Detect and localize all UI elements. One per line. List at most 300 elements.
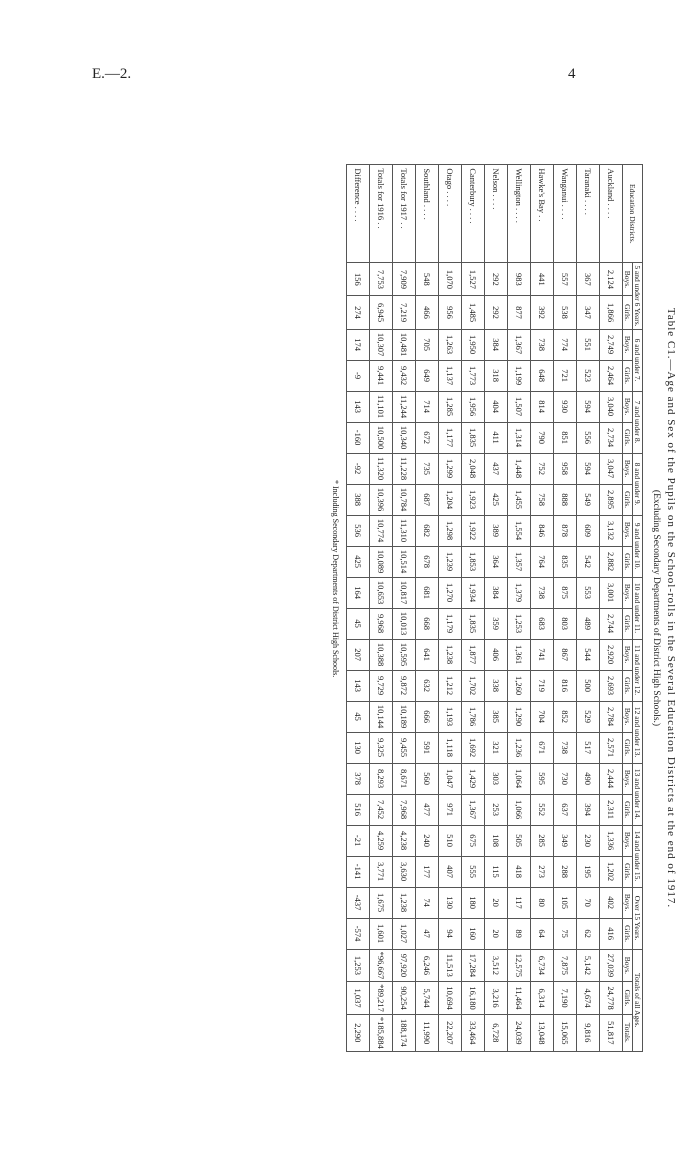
table-cell: 1,835 <box>462 608 485 639</box>
table-cell: 2,895 <box>600 484 623 515</box>
table-cell: 11,310 <box>393 515 416 546</box>
table-cell: 548 <box>416 263 439 296</box>
age-group-header: 10 and under 11. <box>633 577 643 639</box>
table-cell: 1,193 <box>439 701 462 732</box>
table-cell: 591 <box>416 732 439 763</box>
table-cell: 45 <box>347 608 370 639</box>
table-cell: 1,253 <box>508 608 531 639</box>
table-cell: 1,314 <box>508 422 531 453</box>
table-cell: 10,694 <box>439 982 462 1015</box>
district-name: Difference . . . . <box>347 165 370 263</box>
boys-column-header: Boys. <box>623 825 633 856</box>
table-cell: 3,132 <box>600 515 623 546</box>
table-cell: 971 <box>439 794 462 825</box>
table-cell: 557 <box>554 263 577 296</box>
table-cell: 130 <box>439 887 462 918</box>
girls-column-header: Girls. <box>623 546 633 577</box>
table-cell: 411 <box>485 422 508 453</box>
table-cell: 1,070 <box>439 263 462 296</box>
table-cell: 2,444 <box>600 763 623 794</box>
table-cell: 406 <box>485 639 508 670</box>
table-cell: 6,734 <box>531 949 554 982</box>
table-cell: 418 <box>508 856 531 887</box>
table-cell: 681 <box>416 577 439 608</box>
table-cell: 549 <box>577 484 600 515</box>
table-cell: 70 <box>577 887 600 918</box>
table-cell: 188,174 <box>393 1014 416 1051</box>
table-cell: 9,816 <box>577 1014 600 1051</box>
table-cell: 285 <box>531 825 554 856</box>
table-cell: 668 <box>416 608 439 639</box>
table-cell: 7,753 <box>370 263 393 296</box>
table-cell: 388 <box>347 484 370 515</box>
table-cell: 3,771 <box>370 856 393 887</box>
table-cell: 560 <box>416 763 439 794</box>
table-cell: 851 <box>554 422 577 453</box>
table-cell: 3,001 <box>600 577 623 608</box>
table-cell: 877 <box>508 296 531 329</box>
table-cell: 741 <box>531 639 554 670</box>
table-cell: 517 <box>577 732 600 763</box>
table-cell: 678 <box>416 546 439 577</box>
table-cell: 10,514 <box>393 546 416 577</box>
table-cell: 143 <box>347 391 370 422</box>
table-cell: 90,254 <box>393 982 416 1015</box>
boys-column-header: Boys. <box>623 329 633 360</box>
table-row <box>600 165 623 1051</box>
table-row <box>554 165 577 1051</box>
girls-column-header: Girls. <box>623 982 633 1015</box>
district-name: Wanganui . . . . <box>554 165 577 263</box>
district-name: Auckland . . . . <box>600 165 623 263</box>
table-cell: 15,065 <box>554 1014 577 1051</box>
table-cell: 177 <box>416 856 439 887</box>
girls-column-header: Girls. <box>623 794 633 825</box>
table-cell: 402 <box>600 887 623 918</box>
table-cell: 10,013 <box>393 608 416 639</box>
table-cell: 875 <box>554 577 577 608</box>
table-cell: 594 <box>577 453 600 484</box>
boys-column-header: Boys. <box>623 577 633 608</box>
table-cell: 1,037 <box>347 982 370 1015</box>
district-name: Nelson . . . . <box>485 165 508 263</box>
table-cell: 803 <box>554 608 577 639</box>
table-cell: 9,325 <box>370 732 393 763</box>
table-cell: 758 <box>531 484 554 515</box>
table-cell: 1,853 <box>462 546 485 577</box>
table-cell: 687 <box>416 484 439 515</box>
district-name: Hawke's Bay . . <box>531 165 554 263</box>
table-cell: 24,778 <box>600 982 623 1015</box>
table-cell: 13,048 <box>531 1014 554 1051</box>
table-cell: 637 <box>554 794 577 825</box>
table-body <box>347 165 623 1051</box>
table-cell: 7,875 <box>554 949 577 982</box>
table-cell: -141 <box>347 856 370 887</box>
table-cell: 9,455 <box>393 732 416 763</box>
table-cell: 10,144 <box>370 701 393 732</box>
table-cell: 544 <box>577 639 600 670</box>
table-cell: 958 <box>554 453 577 484</box>
table-cell: 2,311 <box>600 794 623 825</box>
table-cell: 389 <box>485 515 508 546</box>
table-cell: 404 <box>485 391 508 422</box>
table-cell: 7,190 <box>554 982 577 1015</box>
boys-column-header: Boys. <box>623 701 633 732</box>
table-cell: 1,367 <box>462 794 485 825</box>
table-cell: 2,734 <box>600 422 623 453</box>
table-cell: 105 <box>554 887 577 918</box>
table-cell: 12,575 <box>508 949 531 982</box>
table-cell: 682 <box>416 515 439 546</box>
table-cell: 3,216 <box>485 982 508 1015</box>
table-cell: 10,784 <box>393 484 416 515</box>
table-cell: 1,238 <box>439 639 462 670</box>
table-cell: 349 <box>554 825 577 856</box>
table-cell: 555 <box>462 856 485 887</box>
table-cell: 195 <box>577 856 600 887</box>
district-name: Taranaki . . . . <box>577 165 600 263</box>
table-cell: 338 <box>485 670 508 701</box>
table-cell: 9,441 <box>370 360 393 391</box>
girls-column-header: Girls. <box>623 484 633 515</box>
table-cell: 1,285 <box>439 391 462 422</box>
table-cell: 816 <box>554 670 577 701</box>
table-cell: -574 <box>347 918 370 949</box>
table-cell: 292 <box>485 296 508 329</box>
table-cell: 764 <box>531 546 554 577</box>
table-cell: 51,817 <box>600 1014 623 1051</box>
table-cell: 542 <box>577 546 600 577</box>
table-cell: 11,990 <box>416 1014 439 1051</box>
table-cell: 80 <box>531 887 554 918</box>
table-cell: 89 <box>508 918 531 949</box>
district-name: Totals for 1917 . . <box>393 165 416 263</box>
table-cell: 4,259 <box>370 825 393 856</box>
age-group-header: 8 and under 9. <box>633 453 643 515</box>
table-cell: 10,089 <box>370 546 393 577</box>
district-column-header: Education Districts. <box>623 165 643 263</box>
age-group-header: Totals of all Ages. <box>633 949 643 1051</box>
table-cell: 1,922 <box>462 515 485 546</box>
age-sex-table <box>346 164 643 1051</box>
table-cell: 1,118 <box>439 732 462 763</box>
table-cell: 1,527 <box>462 263 485 296</box>
table-cell: 2,290 <box>347 1014 370 1051</box>
table-cell: 10,189 <box>393 701 416 732</box>
table-cell: 22,207 <box>439 1014 462 1051</box>
table-cell: 20 <box>485 887 508 918</box>
table-cell: 75 <box>554 918 577 949</box>
table-cell: 2,882 <box>600 546 623 577</box>
table-cell: 384 <box>485 329 508 360</box>
table-cell: 11,101 <box>370 391 393 422</box>
boys-column-header: Boys. <box>623 391 633 422</box>
table-cell: 321 <box>485 732 508 763</box>
table-row <box>347 165 370 1051</box>
table-cell: 490 <box>577 763 600 794</box>
district-name: Southland . . . . <box>416 165 439 263</box>
table-cell: 1,923 <box>462 484 485 515</box>
table-cell: 115 <box>485 856 508 887</box>
table-cell: 1,336 <box>600 825 623 856</box>
table-row <box>393 165 416 1051</box>
table-cell: 3,512 <box>485 949 508 982</box>
table-cell: 1,950 <box>462 329 485 360</box>
girls-column-header: Girls. <box>623 296 633 329</box>
table-cell: 318 <box>485 360 508 391</box>
table-cell: 1,298 <box>439 515 462 546</box>
table-cell: 6,314 <box>531 982 554 1015</box>
table-cell: 16,180 <box>462 982 485 1015</box>
table-cell: 11,228 <box>393 453 416 484</box>
table-row <box>531 165 554 1051</box>
table-cell: 180 <box>462 887 485 918</box>
table-cell: 683 <box>531 608 554 639</box>
totals-column-header: Totals. <box>623 1014 633 1051</box>
age-group-header: 5 and under 6 Years. <box>633 263 643 329</box>
table-cell: 6,246 <box>416 949 439 982</box>
table-cell: 552 <box>531 794 554 825</box>
table-cell: 3,630 <box>393 856 416 887</box>
table-cell: 164 <box>347 577 370 608</box>
table-cell: 2,920 <box>600 639 623 670</box>
table-cell: 5,142 <box>577 949 600 982</box>
boys-column-header: Boys. <box>623 887 633 918</box>
table-cell: 1,066 <box>508 794 531 825</box>
table-cell: 10,595 <box>393 639 416 670</box>
table-cell: 738 <box>531 577 554 608</box>
table-cell: 1,239 <box>439 546 462 577</box>
table-cell: 867 <box>554 639 577 670</box>
table-cell: 705 <box>416 329 439 360</box>
boys-column-header: Boys. <box>623 949 633 982</box>
table-cell: 425 <box>485 484 508 515</box>
table-cell: 117 <box>508 887 531 918</box>
table-cell: 8,671 <box>393 763 416 794</box>
table-cell: 274 <box>347 296 370 329</box>
table-cell: 888 <box>554 484 577 515</box>
table-cell: 11,464 <box>508 982 531 1015</box>
table-cell: 10,396 <box>370 484 393 515</box>
table-cell: 1,877 <box>462 639 485 670</box>
table-cell: 1,866 <box>600 296 623 329</box>
table-cell: 648 <box>531 360 554 391</box>
table-cell: 143 <box>347 670 370 701</box>
age-group-header: 14 and under 15. <box>633 825 643 887</box>
table-cell: 64 <box>531 918 554 949</box>
table-cell: 1,835 <box>462 422 485 453</box>
table-cell: *89,217 <box>370 982 393 1015</box>
table-cell: 1,263 <box>439 329 462 360</box>
table-cell: 11,320 <box>370 453 393 484</box>
girls-column-header: Girls. <box>623 732 633 763</box>
table-cell: 814 <box>531 391 554 422</box>
girls-column-header: Girls. <box>623 422 633 453</box>
table-cell: 466 <box>416 296 439 329</box>
table-cell: 108 <box>485 825 508 856</box>
table-cell: 10,774 <box>370 515 393 546</box>
table-cell: 2,048 <box>462 453 485 484</box>
table-cell: 641 <box>416 639 439 670</box>
table-cell: 288 <box>554 856 577 887</box>
table-cell: 94 <box>439 918 462 949</box>
table-cell: 17,284 <box>462 949 485 982</box>
table-cell: -437 <box>347 887 370 918</box>
table-cell: 730 <box>554 763 577 794</box>
table-cell: 1,290 <box>508 701 531 732</box>
district-name: Totals for 1916 . . <box>370 165 393 263</box>
table-cell: 1,299 <box>439 453 462 484</box>
table-cell: 74 <box>416 887 439 918</box>
table-cell: 385 <box>485 701 508 732</box>
table-row <box>370 165 393 1051</box>
boys-column-header: Boys. <box>623 639 633 670</box>
table-cell: 704 <box>531 701 554 732</box>
table-cell: -9 <box>347 360 370 391</box>
table-cell: 6,728 <box>485 1014 508 1051</box>
table-cell: 1,692 <box>462 732 485 763</box>
boys-column-header: Boys. <box>623 763 633 794</box>
table-cell: 1,357 <box>508 546 531 577</box>
table-cell: 752 <box>531 453 554 484</box>
table-cell: 1,199 <box>508 360 531 391</box>
table-cell: 20 <box>485 918 508 949</box>
table-cell: 609 <box>577 515 600 546</box>
table-cell: 714 <box>416 391 439 422</box>
girls-column-header: Girls. <box>623 360 633 391</box>
table-cell: 303 <box>485 763 508 794</box>
table-cell: 425 <box>347 546 370 577</box>
table-row <box>416 165 439 1051</box>
table-cell: 1,047 <box>439 763 462 794</box>
table-cell: 130 <box>347 732 370 763</box>
table-cell: 33,464 <box>462 1014 485 1051</box>
table-cell: -160 <box>347 422 370 453</box>
table-cell: 1,361 <box>508 639 531 670</box>
table-cell: 253 <box>485 794 508 825</box>
table-cell: 878 <box>554 515 577 546</box>
table-cell: 719 <box>531 670 554 701</box>
table-cell: 1,177 <box>439 422 462 453</box>
table-cell: 47 <box>416 918 439 949</box>
table-cell: 536 <box>347 515 370 546</box>
table-cell: 675 <box>462 825 485 856</box>
table-cell: 523 <box>577 360 600 391</box>
table-cell: 2,744 <box>600 608 623 639</box>
table-footnote: * Including Secondary Departments of District High Schools. <box>331 480 340 678</box>
table-cell: 2,464 <box>600 360 623 391</box>
table-cell: 3,040 <box>600 391 623 422</box>
table-row <box>508 165 531 1051</box>
table-cell: 2,693 <box>600 670 623 701</box>
table-cell: 4,674 <box>577 982 600 1015</box>
table-cell: 1,379 <box>508 577 531 608</box>
table-cell: 2,124 <box>600 263 623 296</box>
table-cell: 1,179 <box>439 608 462 639</box>
table-cell: 230 <box>577 825 600 856</box>
table-cell: 738 <box>531 329 554 360</box>
boys-column-header: Boys. <box>623 453 633 484</box>
table-cell: 835 <box>554 546 577 577</box>
table-cell: 632 <box>416 670 439 701</box>
age-group-header: 11 and under 12. <box>633 639 643 701</box>
table-cell: 529 <box>577 701 600 732</box>
table-cell: 441 <box>531 263 554 296</box>
table-cell: 7,909 <box>393 263 416 296</box>
district-name: Canterbury . . . . <box>462 165 485 263</box>
boys-column-header: Boys. <box>623 263 633 296</box>
table-cell: 852 <box>554 701 577 732</box>
table-row <box>485 165 508 1051</box>
district-name: Otago . . . . <box>439 165 462 263</box>
table-cell: 2,571 <box>600 732 623 763</box>
table-cell: 10,307 <box>370 329 393 360</box>
table-cell: 437 <box>485 453 508 484</box>
table-cell: 1,202 <box>600 856 623 887</box>
table-cell: 516 <box>347 794 370 825</box>
table-cell: 6,945 <box>370 296 393 329</box>
table-cell: 5,744 <box>416 982 439 1015</box>
age-group-header: 7 and under 8. <box>633 391 643 453</box>
table-cell: 407 <box>439 856 462 887</box>
table-cell: 364 <box>485 546 508 577</box>
table-cell: 1,507 <box>508 391 531 422</box>
table-title: Table C1.—Age and Sex of the Pupils on the School-rolls in the Several Education Districts at the end of 1917. <box>665 307 677 909</box>
table-cell: 666 <box>416 701 439 732</box>
table-cell: 10,817 <box>393 577 416 608</box>
table-cell: 477 <box>416 794 439 825</box>
table-cell: 538 <box>554 296 577 329</box>
sex-header-row <box>623 165 633 1051</box>
table-cell: 1,455 <box>508 484 531 515</box>
table-cell: 721 <box>554 360 577 391</box>
table-cell: 671 <box>531 732 554 763</box>
page-number: 4 <box>568 66 576 82</box>
table-cell: 3,047 <box>600 453 623 484</box>
table-cell: 10,500 <box>370 422 393 453</box>
table-cell: 1,956 <box>462 391 485 422</box>
table-cell: 1,064 <box>508 763 531 794</box>
table-cell: 7,968 <box>393 794 416 825</box>
table-cell: 1,675 <box>370 887 393 918</box>
table-cell: 7,219 <box>393 296 416 329</box>
table-cell: 505 <box>508 825 531 856</box>
age-group-header-row <box>633 165 643 1051</box>
table-cell: 240 <box>416 825 439 856</box>
table-cell: 11,244 <box>393 391 416 422</box>
table-cell: 174 <box>347 329 370 360</box>
table-cell: 1,448 <box>508 453 531 484</box>
table-cell: 1,702 <box>462 670 485 701</box>
table-cell: 489 <box>577 608 600 639</box>
age-group-header: 9 and under 10. <box>633 515 643 577</box>
table-cell: 1,554 <box>508 515 531 546</box>
table-row <box>577 165 600 1051</box>
table-cell: 27,039 <box>600 949 623 982</box>
table-cell: 394 <box>577 794 600 825</box>
table-cell: 207 <box>347 639 370 670</box>
table-cell: 556 <box>577 422 600 453</box>
table-cell: *185,884 <box>370 1014 393 1051</box>
table-cell: 738 <box>554 732 577 763</box>
table-cell: 983 <box>508 263 531 296</box>
table-cell: 930 <box>554 391 577 422</box>
table-cell: -92 <box>347 453 370 484</box>
table-cell: 553 <box>577 577 600 608</box>
table-cell: 392 <box>531 296 554 329</box>
table-cell: 384 <box>485 577 508 608</box>
